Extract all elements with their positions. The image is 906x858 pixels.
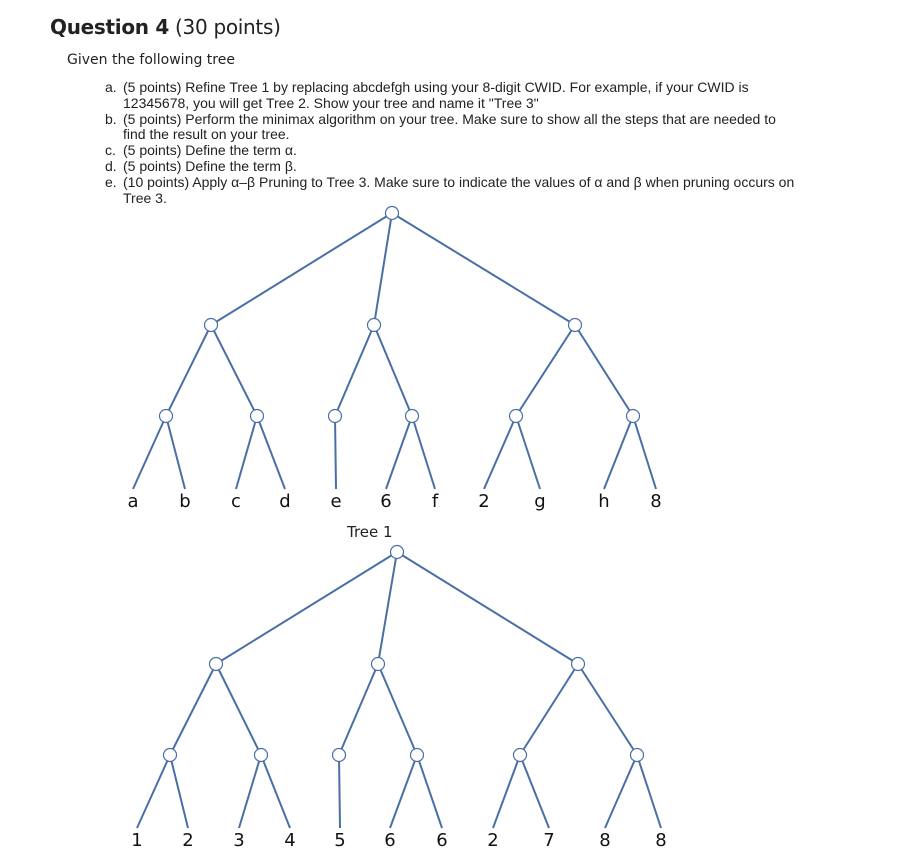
part-c-marker: c. xyxy=(105,142,116,159)
part-a-text: (5 points) Refine Tree 1 by replacing abcdefgh using your 8-digit CWID. For example, if your CWID is 12345678, you will get Tree 2. Show your tree and name it "Tree 3" xyxy=(123,79,749,111)
part-e-marker: e. xyxy=(105,173,117,190)
tree-edge-root-1 xyxy=(374,213,392,325)
tree-internal-node xyxy=(368,319,381,332)
leaf-label: 3 xyxy=(233,830,245,851)
leaf-label: c xyxy=(231,491,241,512)
part-d-text: (5 points) Define the term β. xyxy=(123,157,297,174)
tree-internal-node xyxy=(631,749,644,762)
tree-edge-root-2 xyxy=(392,213,575,325)
part-c-text: (5 points) Define the term α. xyxy=(123,142,297,159)
leaf-label: 6 xyxy=(380,491,392,512)
tree-edge-leaf-0 xyxy=(133,416,166,489)
leaf-label: d xyxy=(279,491,291,512)
tree-edge-mid-2 xyxy=(335,325,374,416)
tree-edge-leaf-2 xyxy=(236,416,257,489)
leaf-label: 2 xyxy=(182,830,194,851)
tree-1 xyxy=(127,207,661,513)
tree-internal-node xyxy=(372,658,385,671)
tree-internal-node xyxy=(569,319,582,332)
question-number: Question 4 xyxy=(50,15,169,39)
tree-2 xyxy=(131,546,666,852)
tree-internal-node xyxy=(514,749,527,762)
tree-internal-node xyxy=(164,749,177,762)
part-d-marker: d. xyxy=(105,157,117,174)
tree-edge-leaf-10 xyxy=(637,755,661,828)
tree-internal-node xyxy=(251,410,264,423)
tree-edge-mid-5 xyxy=(575,325,633,416)
intro-text: Given the following tree xyxy=(67,52,235,68)
part-a-marker: a. xyxy=(105,79,117,95)
tree-edge-mid-2 xyxy=(339,664,378,755)
tree-edge-leaf-8 xyxy=(516,416,540,489)
tree-edge-root-1 xyxy=(378,552,397,664)
tree-edge-mid-1 xyxy=(211,325,257,416)
tree-internal-node xyxy=(329,410,342,423)
leaf-label: g xyxy=(534,491,546,512)
tree-edge-leaf-5 xyxy=(386,416,412,489)
tree-edge-mid-1 xyxy=(216,664,261,755)
tree-edge-leaf-3 xyxy=(257,416,285,489)
tree-edge-leaf-6 xyxy=(412,416,435,489)
tree-edge-leaf-7 xyxy=(493,755,520,828)
leaf-label: b xyxy=(179,491,191,512)
tree-edge-mid-0 xyxy=(170,664,216,755)
tree-edge-leaf-1 xyxy=(170,755,188,828)
tree-edge-leaf-2 xyxy=(239,755,261,828)
tree-root-node xyxy=(391,546,404,559)
tree-edge-leaf-3 xyxy=(261,755,290,828)
leaf-label: 7 xyxy=(543,830,555,851)
tree-root-node xyxy=(386,207,399,220)
tree-internal-node xyxy=(333,749,346,762)
tree-edge-leaf-4 xyxy=(339,755,340,828)
tree-internal-node xyxy=(160,410,173,423)
question-points: (30 points) xyxy=(175,15,281,39)
tree-internal-node xyxy=(205,319,218,332)
tree-internal-node xyxy=(255,749,268,762)
tree-edge-leaf-10 xyxy=(633,416,656,489)
part-b-text: (5 points) Perform the minimax algorithm on your tree. Make sure to show all the steps that are needed to find the result on your tree. xyxy=(123,110,776,143)
leaf-label: 2 xyxy=(478,491,490,512)
leaf-label: 8 xyxy=(655,830,667,851)
leaf-label: h xyxy=(598,491,610,512)
tree-edge-root-2 xyxy=(397,552,578,664)
tree-edge-root-0 xyxy=(211,213,392,325)
leaf-label: 5 xyxy=(334,830,346,851)
tree-edge-leaf-6 xyxy=(417,755,442,828)
tree-internal-node xyxy=(411,749,424,762)
tree-edge-mid-4 xyxy=(516,325,575,416)
leaf-label: 8 xyxy=(650,491,662,512)
leaf-label: a xyxy=(127,491,139,512)
leaf-label: 2 xyxy=(487,830,499,851)
tree-internal-node xyxy=(406,410,419,423)
tree-edge-root-0 xyxy=(216,552,397,664)
leaf-label: 8 xyxy=(599,830,611,851)
tree-edge-mid-3 xyxy=(378,664,417,755)
tree-edge-mid-4 xyxy=(520,664,578,755)
leaf-label: 4 xyxy=(284,830,296,851)
tree-edge-mid-0 xyxy=(166,325,211,416)
tree-edge-leaf-4 xyxy=(335,416,336,489)
leaf-label: 6 xyxy=(384,830,396,851)
tree-internal-node xyxy=(627,410,640,423)
tree-internal-node xyxy=(510,410,523,423)
tree-edge-leaf-9 xyxy=(604,416,633,489)
tree-1-caption: Tree 1 xyxy=(347,523,393,541)
leaf-label: 6 xyxy=(436,830,448,851)
leaf-label: f xyxy=(431,491,439,512)
tree-internal-node xyxy=(210,658,223,671)
leaf-label: 1 xyxy=(131,830,143,851)
leaf-label: e xyxy=(330,491,342,512)
tree-edge-leaf-0 xyxy=(137,755,170,828)
tree-internal-node xyxy=(572,658,585,671)
tree-edge-leaf-1 xyxy=(166,416,185,489)
tree-edge-leaf-7 xyxy=(484,416,516,489)
tree-edge-mid-3 xyxy=(374,325,412,416)
part-b-marker: b. xyxy=(105,110,117,127)
part-e-text: (10 points) Apply α–β Pruning to Tree 3. Make sure to indicate the values of α and β when pruning occurs on Tree 3. xyxy=(123,173,795,206)
tree-edge-mid-5 xyxy=(578,664,637,755)
tree-edge-leaf-5 xyxy=(390,755,417,828)
tree-edge-leaf-9 xyxy=(605,755,637,828)
tree-edge-leaf-8 xyxy=(520,755,549,828)
